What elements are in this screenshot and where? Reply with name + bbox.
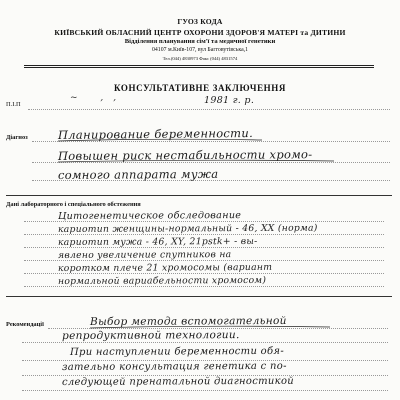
labs-text-4: явлено увеличение спутников на: [57, 249, 232, 261]
labs-label: Дані лабораторного і спеціального обстеження: [6, 201, 141, 208]
rec-text-5: следующей пренатальной диагностикой: [61, 375, 295, 388]
rec-text-4: зательно консультация генетика с по-: [61, 360, 287, 373]
org-phones: Тел.(044) 4830973 Факс (044) 4831574: [162, 56, 238, 61]
diagnosis-text-1: Планирование беременности.: [57, 125, 254, 142]
labs-text-6: нормальной вариабельности хромосом): [57, 274, 267, 287]
labs-text-2: кариотип женщины-нормальный - 46, XX (норма): [57, 222, 318, 235]
name-label: П.І.П: [6, 101, 21, 108]
org-full-name: КИЇВСЬКИЙ ОБЛАСНИЙ ЦЕНТР ОХОРОНИ ЗДОРОВ'Я МАТЕРІ та ДИТИНИ: [54, 28, 346, 37]
org-short-name: ГУОЗ КОДА: [177, 17, 223, 26]
org-address: 04107 м.Київ-107, вул Багговутівська,1: [152, 47, 248, 53]
rec-text-2: репродуктивной технологии.: [61, 329, 240, 342]
diagnosis-label: Діагноз: [6, 134, 28, 141]
section-divider-2: [6, 296, 392, 297]
diagnosis-text-2: Повышен риск нестабильности хромо-: [57, 147, 313, 163]
name-line: [28, 109, 390, 110]
rec-text-3: При наступлении беременности обя-: [69, 345, 285, 358]
header-divider: [24, 65, 374, 66]
rec-text-1: Выбор метода вспомогательной: [89, 314, 287, 328]
header-divider-thin: [24, 67, 374, 68]
diagnosis-text-3: сомного аппарата мужа: [57, 166, 219, 182]
section-divider-1: [6, 195, 392, 196]
rec-line-2: [22, 342, 388, 343]
recommendations-label: Рекомендації: [6, 321, 44, 328]
department-name: Відділення планування сім'ї та медичної генетики: [124, 38, 276, 45]
name-value: 1981 г. р.: [204, 95, 255, 106]
labs-text-5: коротком плече 21 хромосомы (вариант: [57, 261, 273, 274]
name-redacted-mark: ~ ,,: [70, 93, 127, 103]
labs-text-3: кариотип мужа - 46, XY, 21pstk+ - вы-: [57, 235, 258, 248]
rec-line-5: [22, 390, 388, 391]
labs-text-1: Цитогенетическое обследование: [57, 210, 242, 222]
document-title: КОНСУЛЬТАТИВНЕ ЗАКЛЮЧЕННЯ: [114, 83, 286, 93]
